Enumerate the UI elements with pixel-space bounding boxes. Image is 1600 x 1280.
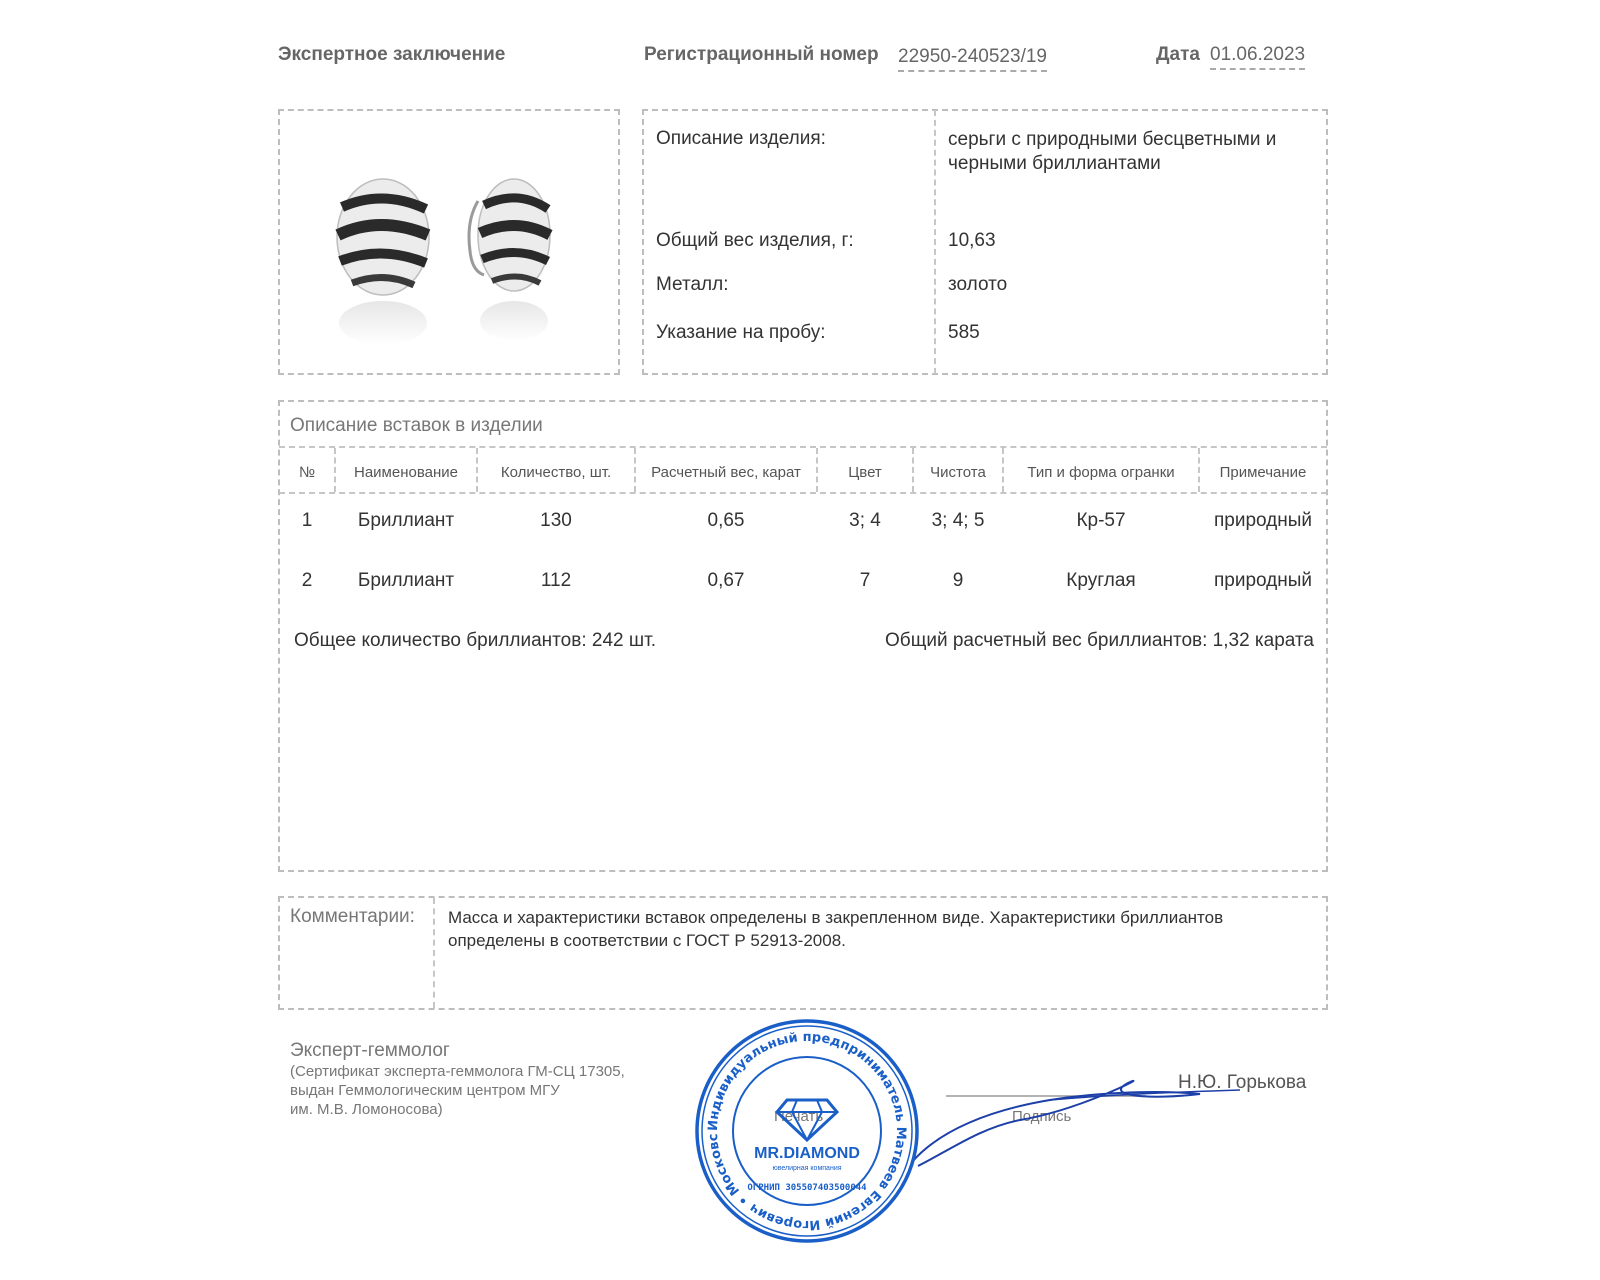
table-cell: 9 (952, 570, 964, 591)
table-cell: 112 (540, 570, 572, 591)
earrings-photo (280, 111, 618, 373)
stamp-brand: MR.DIAMOND (754, 1145, 860, 1162)
date-label: Дата (1156, 44, 1200, 65)
total-weight: Общий расчетный вес бриллиантов: 1,32 карата (885, 630, 1314, 651)
svg-text:Индивидуальный предприниматель (694, 1018, 908, 1232)
expert-title: Эксперт-геммолог (290, 1040, 450, 1061)
table-cell: 0,67 (707, 570, 745, 591)
stamp-seal (694, 1018, 920, 1244)
comments-text-line1: Масса и характеристики вставок определены в закрепленном виде. Характеристики бриллиантов (448, 908, 1224, 927)
stamp (694, 1018, 920, 1244)
col-number: № (298, 464, 316, 481)
col-name: Наименование (354, 464, 458, 481)
table-cell: 3; 4; 5 (931, 510, 985, 531)
expert-name: Н.Ю. Горькова (1178, 1072, 1307, 1093)
table-cell: Бриллиант (357, 570, 455, 591)
table-cell: 1 (301, 510, 313, 531)
table-cell: 0,65 (707, 510, 745, 531)
product-photo-box (278, 109, 620, 375)
table-cell: природный (1213, 570, 1313, 591)
table-cell: Круглая (1066, 570, 1136, 591)
table-cell: 3; 4 (849, 510, 881, 531)
stamp-label: Печать (774, 1108, 824, 1125)
table-cell: 130 (540, 510, 572, 531)
table-cell: Кр-57 (1076, 510, 1126, 531)
comments-text-line2: определены в соответствии с ГОСТ Р 52913-2008. (448, 931, 846, 950)
stamp-ogrnip: ОГРНИП 305507403500044 (747, 1183, 867, 1193)
col-cut: Тип и форма огранки (1027, 464, 1175, 481)
registration-number: 22950-240523/19 (898, 46, 1047, 72)
description-label: Описание изделия: (656, 128, 826, 149)
metal-label: Металл: (656, 274, 729, 295)
weight-value: 10,63 (948, 230, 996, 251)
col-clarity: Чистота (930, 464, 986, 481)
expert-cert-line3: им. М.В. Ломоносова) (290, 1101, 443, 1118)
document-title: Экспертное заключение (278, 44, 506, 65)
col-weight: Расчетный вес, карат (651, 464, 801, 481)
table-cell: 2 (301, 570, 313, 591)
stamp-brand-sub: ювелирная компания (772, 1165, 842, 1172)
table-cell: 7 (859, 570, 871, 591)
comments-label: Комментарии: (290, 906, 415, 927)
hallmark-value: 585 (948, 322, 980, 343)
signature-scribble (900, 1070, 1260, 1180)
description-value: серьги с природными бесцветными и черными бриллиантами (948, 129, 1277, 174)
table-cell: природный (1213, 510, 1313, 531)
col-color: Цвет (848, 464, 882, 481)
col-quantity: Количество, шт. (500, 464, 612, 481)
stamp-ring-text: Индивидуальный предприниматель Матвеев Евгений Игоревич • Московс (705, 1029, 909, 1233)
signature-label: Подпись (1012, 1108, 1072, 1125)
col-note: Примечание (1219, 464, 1307, 481)
hallmark-label: Указание на пробу: (656, 322, 826, 343)
table-cell: Бриллиант (357, 510, 455, 531)
metal-value: золото (948, 274, 1008, 295)
expert-cert-line1: (Сертификат эксперта-геммолога ГМ-СЦ 17305, (290, 1063, 625, 1080)
expert-cert-line2: выдан Геммологическим центром МГУ (290, 1082, 560, 1099)
registration-label: Регистрационный номер (644, 44, 879, 65)
weight-label: Общий вес изделия, г: (656, 230, 854, 251)
inserts-title: Описание вставок в изделии (290, 415, 543, 436)
date-value: 01.06.2023 (1210, 44, 1305, 70)
total-count: Общее количество бриллиантов: 242 шт. (294, 630, 656, 651)
